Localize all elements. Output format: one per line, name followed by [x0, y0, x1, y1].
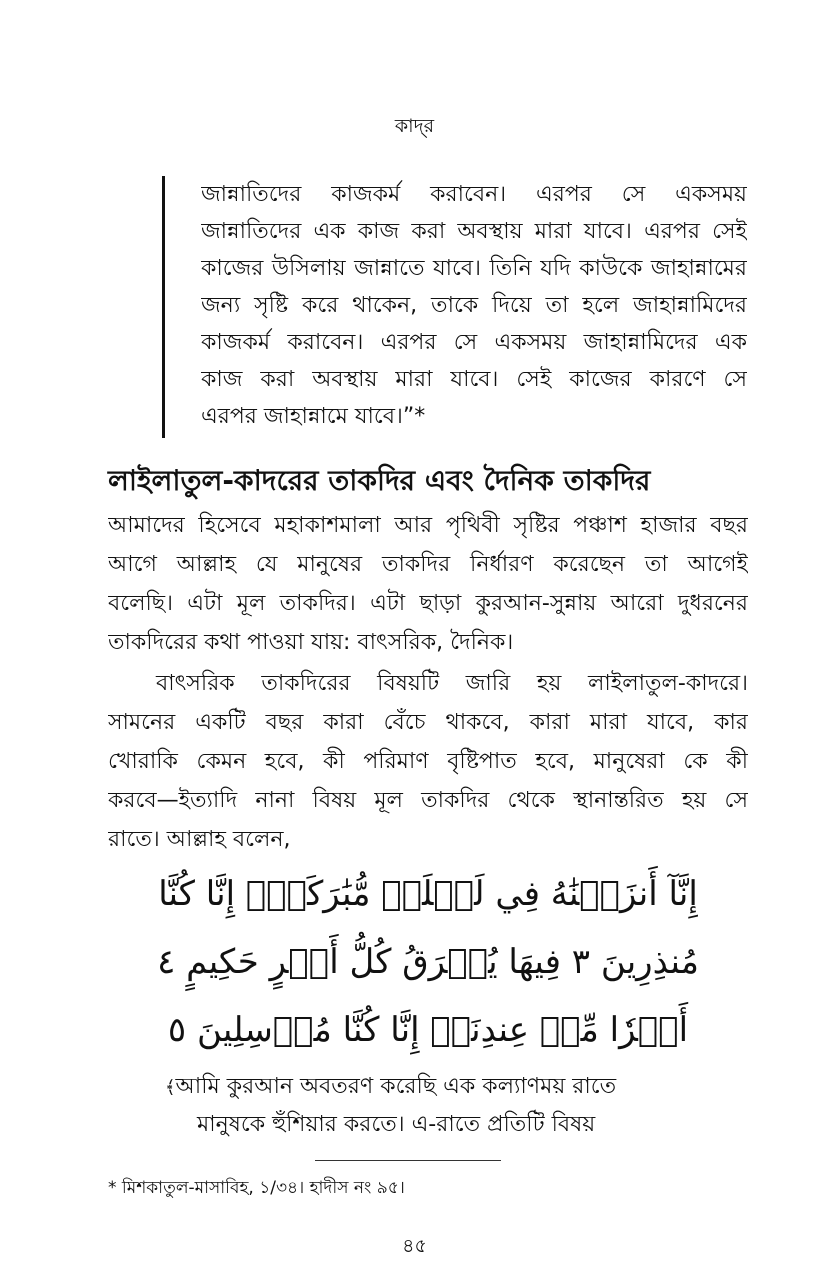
quote-line: জান্নাতিদের কাজকর্ম করাবেন। এরপর সে একসময়	[201, 182, 747, 207]
footnote-divider	[315, 1160, 501, 1161]
paragraph-line: বাৎসরিক তাকদিরের বিষয়টি জারি হয় লাইলাতুল-কাদরে।	[156, 671, 748, 696]
paragraph-line: রাতে। আল্লাহ বলেন,	[108, 827, 291, 852]
section-heading: লাইলাতুল-কাদরের তাকদির এবং দৈনিক তাকদির	[108, 464, 651, 497]
page-number: ৪৫	[402, 1235, 427, 1257]
quran-verse-block	[108, 860, 748, 1064]
paragraph-2	[108, 664, 748, 859]
paragraph-1	[108, 506, 748, 662]
ornate-bracket-icon: ﴾	[165, 1077, 176, 1098]
paragraph-line: বলেছি। এটা মূল তাকদির। এটা ছাড়া কুরআন-সুন্নায় আরো দুধরনের	[108, 591, 748, 616]
running-head: কাদ্‌র	[394, 115, 435, 137]
paragraph-line: সামনের একটি বছর কারা বেঁচে থাকবে, কারা মারা যাবে, কার	[108, 710, 748, 735]
quote-line: এরপর জাহান্নামে যাবে।”*	[201, 404, 426, 429]
quote-line: জন্য সৃষ্টি করে থাকেন, তাকে দিয়ে তা হলে জাহান্নামিদের	[201, 293, 747, 318]
paragraph-line: খোরাকি কেমন হবে, কী পরিমাণ বৃষ্টিপাত হবে, মানুষেরা কে কী	[108, 749, 748, 774]
quote-line: কাজের উসিলায় জান্নাতে যাবে। তিনি যদি কাউকে জাহান্নামের	[201, 256, 747, 281]
translation-line: মানুষকে হুঁশিয়ার করতে। এ-রাতে প্রতিটি বিষয়	[197, 1112, 596, 1137]
quote-line: কাজ করা অবস্থায় মারা যাবে। সেই কাজের কারণে সে	[201, 367, 747, 392]
arabic-verse-line: إِنَّآ أَنزَلۡنَٰهُ فِي لَيۡلَةٖ مُّبَٰرَكَةٍۚ إِنَّا كُنَّا	[158, 874, 698, 914]
translation-text: আমি কুরআন অবতরণ করেছি এক কল্যাণময় রাতে	[175, 1074, 617, 1099]
footnote: * মিশকাতুল-মাসাবিহ, ১/৩৪। হাদীস নং ৯৫।	[108, 1178, 405, 1198]
paragraph-line: তাকদিরের কথা পাওয়া যায়: বাৎসরিক, দৈনিক।	[108, 630, 514, 655]
arabic-verse-line: مُنذِرِينَ ٣ فِيهَا يُفۡرَقُ كُلُّ أَمۡرٍ حَكِيمٍ ٤	[157, 942, 699, 982]
hadith-quote-block	[162, 176, 747, 438]
quote-line: কাজকর্ম করাবেন। এরপর সে একসময় জাহান্নামিদের এক	[201, 330, 747, 355]
translation-line	[165, 1068, 725, 1106]
paragraph-line: করবে—ইত্যাদি নানা বিষয় মূল তাকদির থেকে স্থানান্তরিত হয় সে	[108, 788, 748, 813]
quote-line: জান্নাতিদের এক কাজ করা অবস্থায় মারা যাবে। এরপর সেই	[201, 219, 747, 244]
arabic-verse-line: أَمۡرٗا مِّنۡ عِندِنَآۚ إِنَّا كُنَّا مُرۡسِلِينَ ٥	[167, 1010, 689, 1050]
paragraph-line: আগে আল্লাহ যে মানুষের তাকদির নির্ধারণ করেছেন তা আগেই	[108, 552, 748, 577]
paragraph-line: আমাদের হিসেবে মহাকাশমালা আর পৃথিবী সৃষ্টির পঞ্চাশ হাজার বছর	[108, 513, 748, 538]
verse-translation	[165, 1068, 725, 1144]
